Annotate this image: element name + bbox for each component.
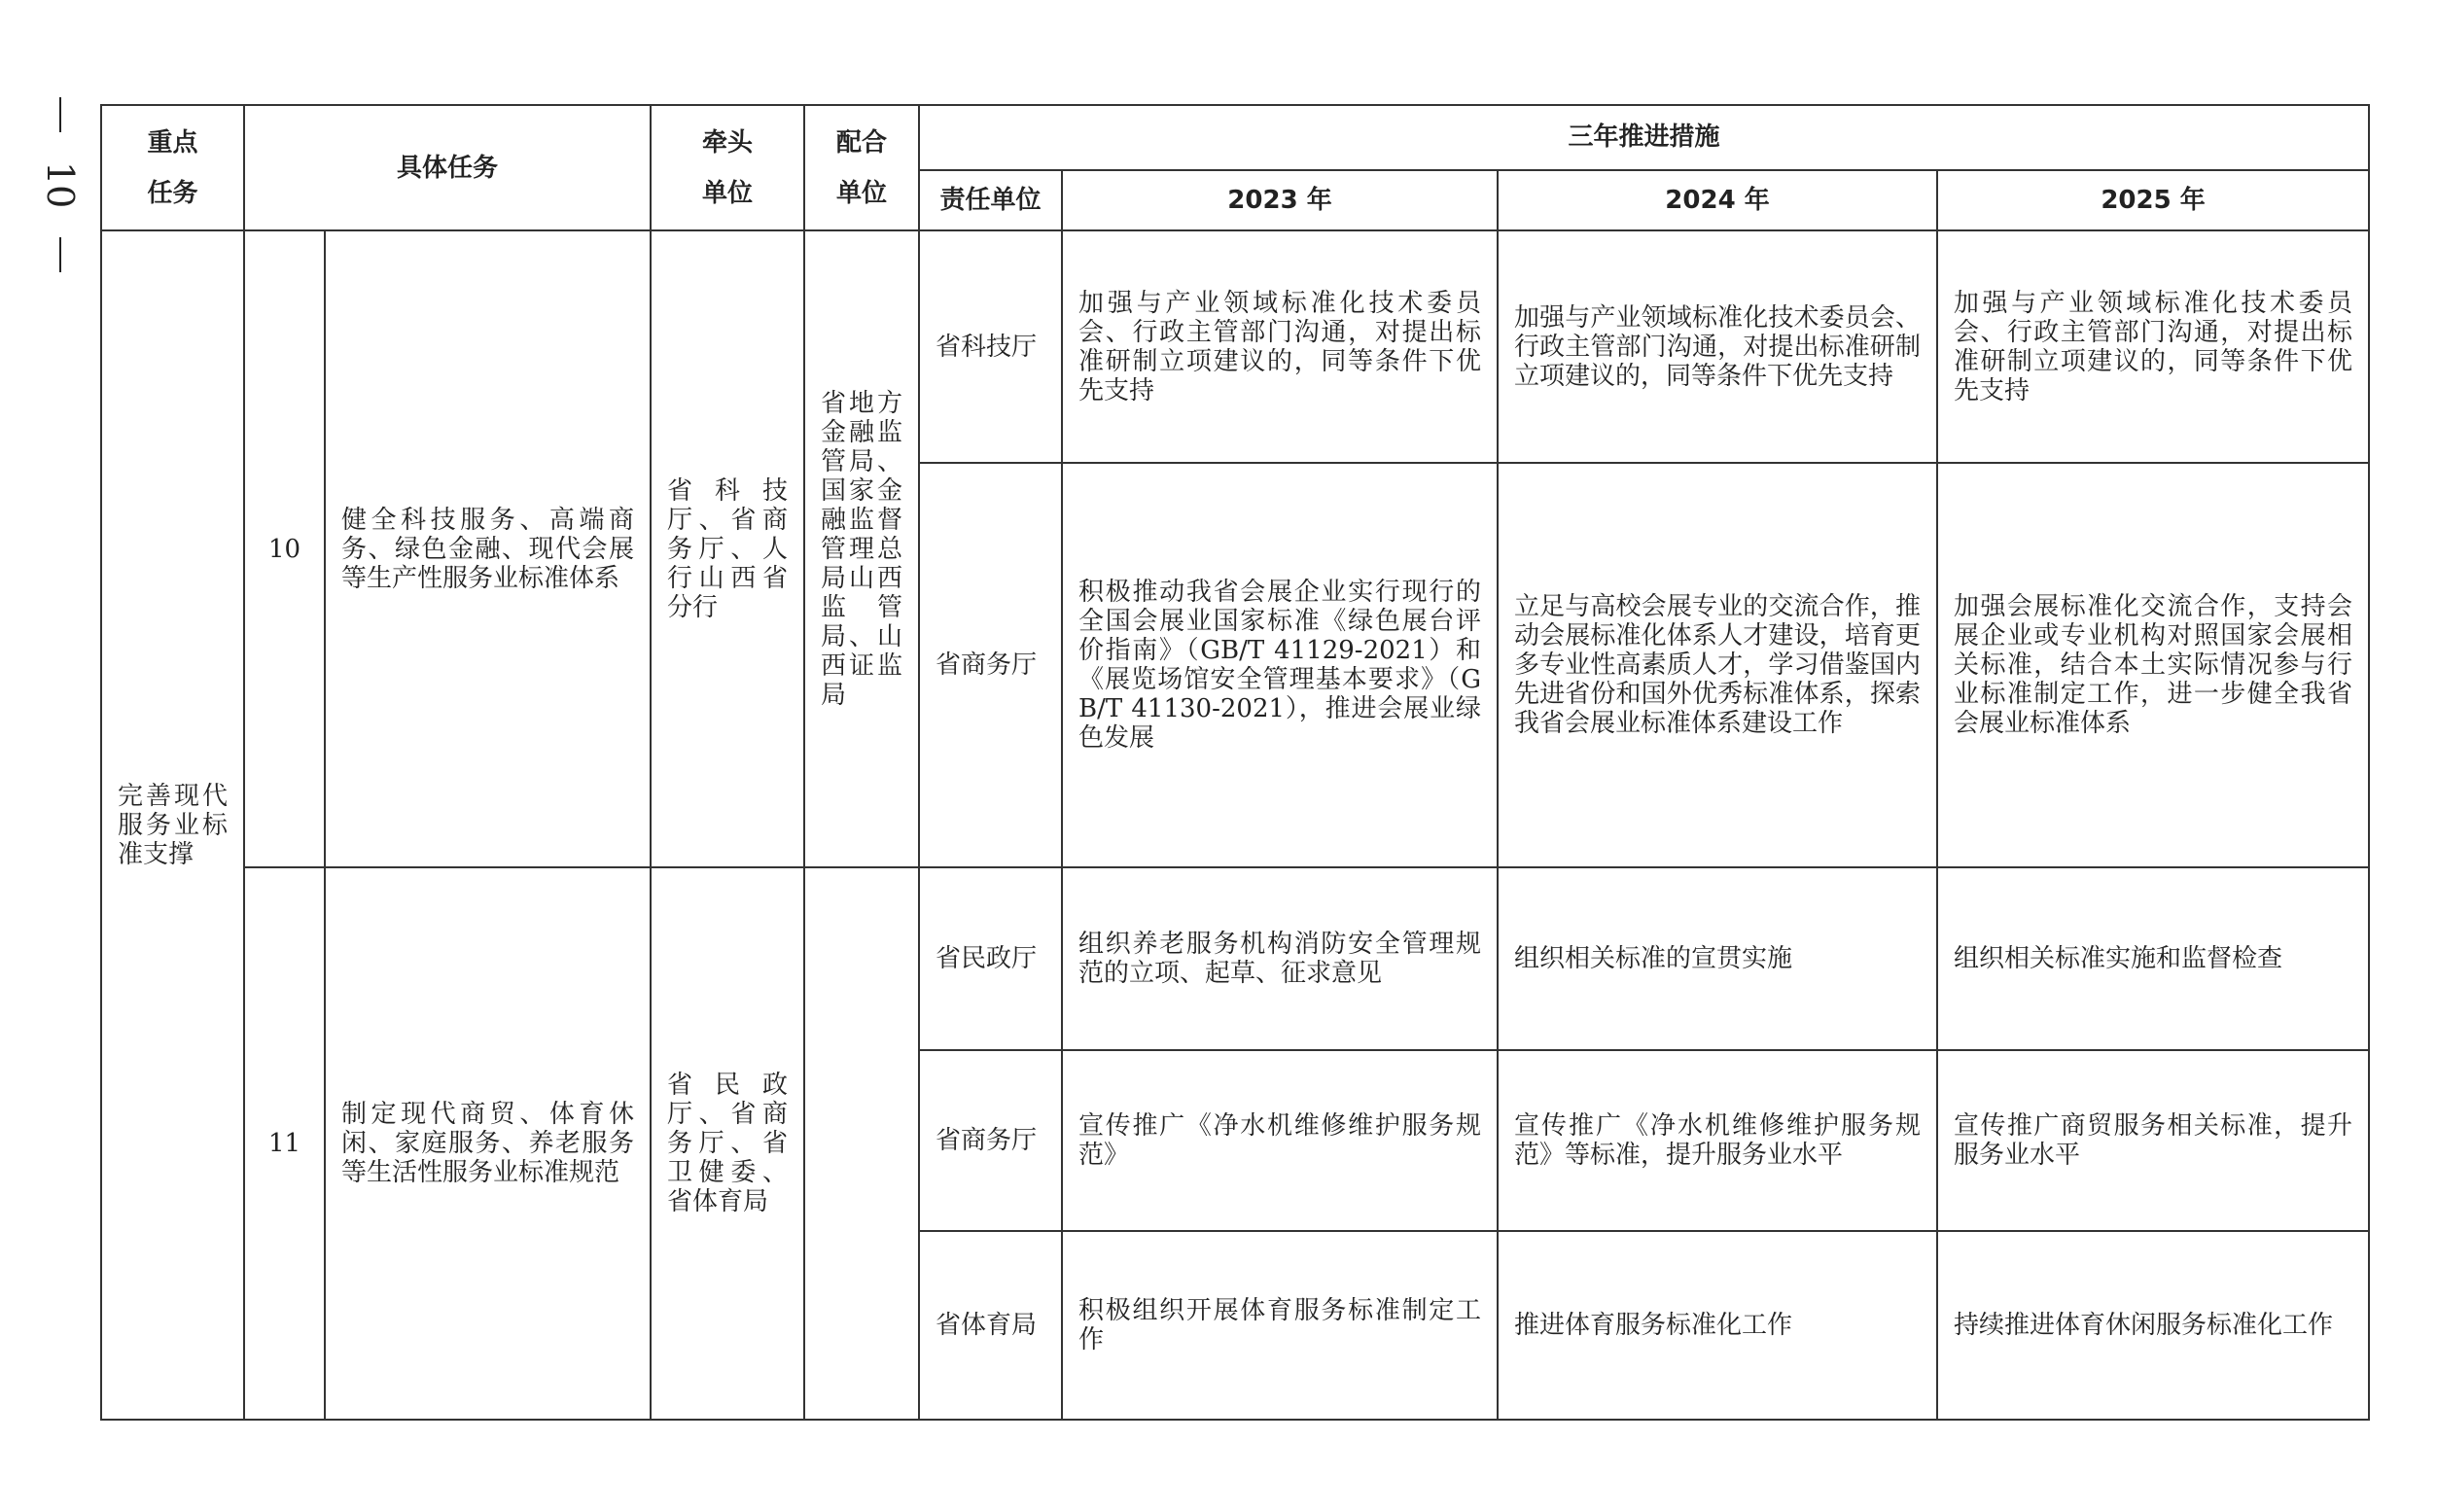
- page-number-dash-top: [59, 97, 61, 132]
- responsible-unit-cell: [919, 867, 1062, 1050]
- header-year-2024: 2024 年: [1498, 170, 1937, 231]
- responsible-unit-cell: [919, 1231, 1062, 1420]
- header-lead-unit: 牵头 单位: [651, 105, 804, 230]
- measure-2023-cell: [1062, 867, 1498, 1050]
- responsible-unit: 省体育局: [936, 1310, 1038, 1340]
- page-number: 10: [39, 160, 82, 209]
- measure-2024: 推进体育服务标准化工作: [1514, 1310, 1793, 1340]
- measure-2023-cell: [1062, 1231, 1498, 1420]
- measure-2023-cell: [1062, 1050, 1498, 1231]
- measure-2023: 加强与产业领域标准化技术委员会、行政主管部门沟通，对提出标准研制立项建议的，同等条件下优先支持: [1078, 288, 1482, 405]
- header-year-2025: 2025 年: [1937, 170, 2369, 231]
- responsible-unit: 省民政厅: [936, 944, 1038, 974]
- measure-2025: 加强会展标准化交流合作，支持会展企业或专业机构对照国家会展相关标准，结合本土实际情况参与行业标准制定工作，进一步健全我省会展业标准体系: [1954, 591, 2353, 738]
- header-year-2023: 2023 年: [1062, 170, 1498, 231]
- lead-unit: 省民政厅、省商务厅、省卫健委、省体育局: [667, 1071, 789, 1217]
- lead-unit-cell: [651, 230, 804, 867]
- page-number-dash-bottom: [59, 237, 61, 272]
- coop-unit-cell: [804, 230, 919, 867]
- measure-2024: 立足与高校会展专业的交流合作，推动会展标准化体系人才建设，培育更多专业性高素质人才，学习借鉴国内先进省份和国外优秀标准体系，探索我省会展业标准体系建设工作: [1514, 591, 1922, 738]
- key-task-text: 完善现代服务业标准支撑: [118, 781, 228, 869]
- measure-2025: 组织相关标准实施和监督检查: [1954, 944, 2283, 974]
- header-coop-unit: 配合 单位: [804, 105, 919, 230]
- task-description: 健全科技服务、高端商务、绿色金融、现代会展等生产性服务业标准体系: [341, 505, 635, 593]
- responsible-unit: 省科技厅: [936, 332, 1038, 362]
- responsible-unit: 省商务厅: [936, 650, 1038, 680]
- task-description-cell: [325, 230, 651, 867]
- measure-2023: 积极组织开展体育服务标准制定工作: [1078, 1295, 1482, 1354]
- task-description-cell: [325, 867, 651, 1420]
- measure-2025-cell: [1937, 1050, 2369, 1231]
- header-three-year-measures: 三年推进措施: [919, 105, 2369, 170]
- measure-2025-cell: [1937, 867, 2369, 1050]
- measure-2025: 加强与产业领域标准化技术委员会、行政主管部门沟通，对提出标准研制立项建议的，同等条件下优先支持: [1954, 288, 2353, 405]
- task-description: 制定现代商贸、体育休闲、家庭服务、养老服务等生活性服务业标准规范: [341, 1100, 635, 1188]
- table-row: [101, 230, 2369, 462]
- measure-2025: 持续推进体育休闲服务标准化工作: [1954, 1310, 2334, 1340]
- measure-2023-cell: [1062, 463, 1498, 867]
- responsible-unit-cell: [919, 1050, 1062, 1231]
- responsible-unit: 省商务厅: [936, 1125, 1038, 1155]
- responsible-unit-cell: [919, 230, 1062, 462]
- lead-unit-cell: [651, 867, 804, 1420]
- table-row: [101, 867, 2369, 1050]
- measure-2024-cell: [1498, 867, 1937, 1050]
- measure-2024-cell: [1498, 1050, 1937, 1231]
- measure-2024: 组织相关标准的宣贯实施: [1514, 944, 1793, 974]
- coop-unit: 省地方金融监管局、国家金融监督管理总局山西监管局、山西证监局: [821, 388, 903, 710]
- task-number: 11: [244, 867, 325, 1420]
- measure-2023: 组织养老服务机构消防安全管理规范的立项、起草、征求意见: [1078, 930, 1482, 989]
- measure-2024: 宣传推广《净水机维修维护服务规范》等标准，提升服务业水平: [1514, 1110, 1922, 1170]
- measure-2024: 加强与产业领域标准化技术委员会、行政主管部门沟通，对提出标准研制立项建议的，同等条件下优先支持: [1514, 302, 1922, 391]
- responsible-unit-cell: [919, 463, 1062, 867]
- measure-2025-cell: [1937, 463, 2369, 867]
- measure-2025-cell: [1937, 230, 2369, 462]
- header-responsible-unit: 责任单位: [919, 170, 1062, 231]
- header-specific-task: 具体任务: [244, 105, 651, 230]
- task-number: 10: [244, 230, 325, 867]
- coop-unit-cell: [804, 867, 919, 1420]
- header-row-top: [101, 105, 2369, 170]
- measure-2024-cell: [1498, 230, 1937, 462]
- lead-unit: 省科技厅、省商务厅、人行山西省分行: [667, 475, 789, 622]
- measure-2023: 积极推动我省会展企业实行现行的全国会展业国家标准《绿色展台评价指南》（GB/T 41129-2021）和《展览场馆安全管理基本要求》（GB/T 41130-2021），推进会展业绿色发展: [1078, 577, 1482, 753]
- standards-measures-table: [100, 104, 2370, 1421]
- page-number-marker: [39, 97, 82, 272]
- measure-2025: 宣传推广商贸服务相关标准，提升服务业水平: [1954, 1110, 2353, 1170]
- measure-2023: 宣传推广《净水机维修维护服务规范》: [1078, 1110, 1482, 1170]
- key-task-cell: [101, 230, 244, 1420]
- measure-2024-cell: [1498, 463, 1937, 867]
- measure-2025-cell: [1937, 1231, 2369, 1420]
- measure-2024-cell: [1498, 1231, 1937, 1420]
- measure-2023-cell: [1062, 230, 1498, 462]
- header-key-task: 重点 任务: [101, 105, 244, 230]
